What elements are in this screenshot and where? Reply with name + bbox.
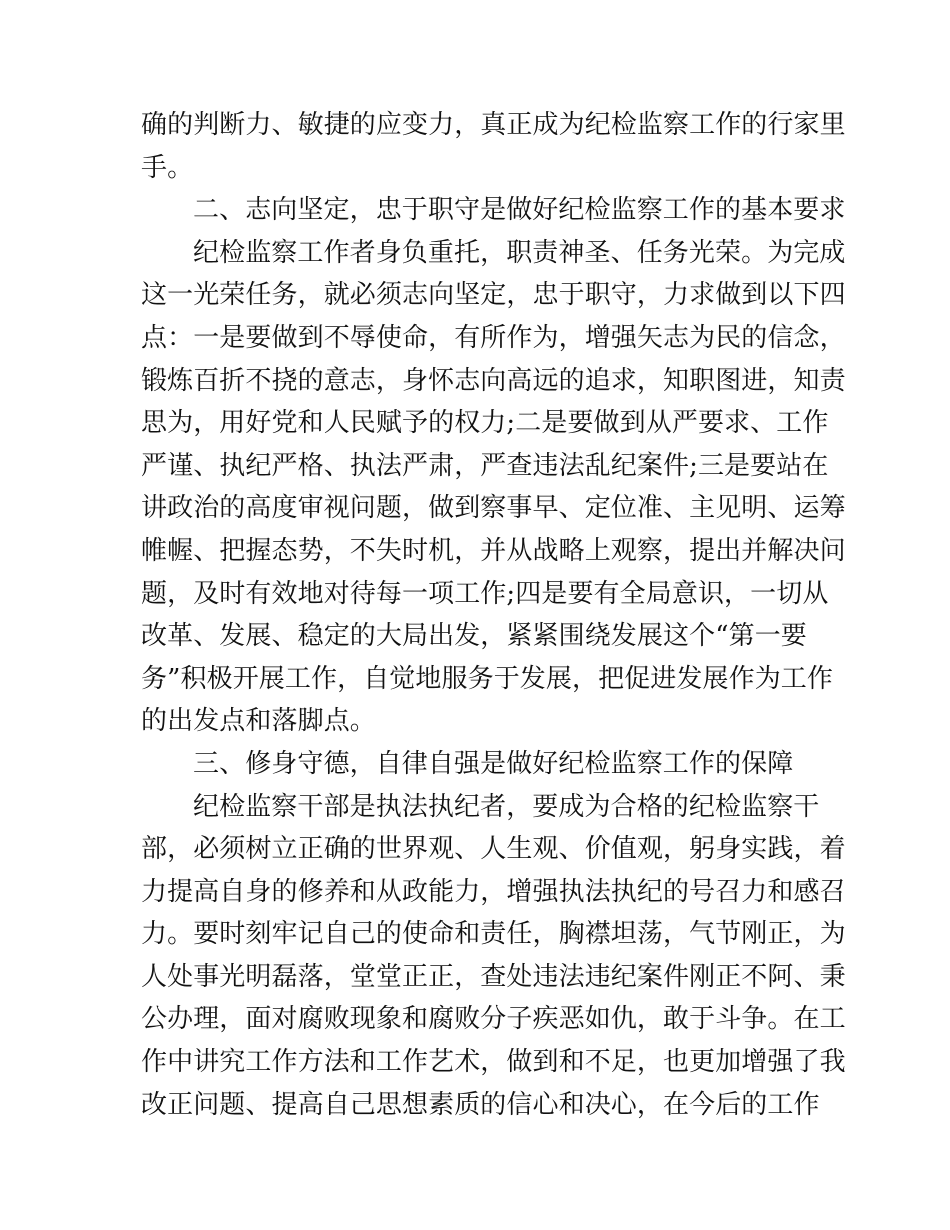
text-line: 帷幄、把握态势，不失时机，并从战略上观察，提出并解决问: [141, 535, 846, 566]
text-line: 部，必须树立正确的世界观、人生观、价值观，躬身实践，着: [141, 834, 846, 865]
paragraph-start-line: 二、志向坚定，忠于职守是做好纪检监察工作的基本要求: [193, 195, 846, 226]
paragraph-start-line: 纪检监察干部是执法执纪者，要成为合格的纪检监察干: [193, 791, 820, 822]
paragraph-start-line: 三、修身守德，自律自强是做好纪检监察工作的保障: [193, 748, 794, 779]
text-line: 确的判断力、敏捷的应变力，真正成为纪检监察工作的行家里: [141, 110, 846, 140]
text-line: 讲政治的高度审视问题，做到察事早、定位准、主见明、运筹: [141, 493, 846, 524]
text-line: 作中讲究工作方法和工作艺术，做到和不足，也更加增强了我: [141, 1047, 846, 1078]
text-line: 力提高自身的修养和从政能力，增强执法执纪的号召力和感召: [141, 876, 846, 907]
text-line: 人处事光明磊落，堂堂正正，查处违法违纪案件刚正不阿、秉: [141, 961, 846, 992]
text-line: 严谨、执纪严格、执法严肃，严查违法乱纪案件;三是要站在: [141, 450, 829, 481]
text-line: 手。: [141, 152, 194, 183]
text-line: 改革、发展、稳定的大局出发，紧紧围绕发展这个“第一要: [141, 621, 807, 652]
body-text: [141, 104, 846, 1126]
text-line: 点：一是要做到不辱使命，有所作为，增强矢志为民的信念，: [141, 322, 846, 353]
text-line: 这一光荣任务，就必须志向坚定，忠于职守，力求做到以下四: [141, 280, 846, 311]
paragraph-start-line: 纪检监察工作者身负重托，职责神圣、任务光荣。为完成: [193, 237, 846, 268]
text-line: 力。要时刻牢记自己的使命和责任，胸襟坦荡，气节刚正，为: [141, 919, 846, 950]
text-line: 的出发点和落脚点。: [141, 706, 376, 737]
text-line: 公办理，面对腐败现象和腐败分子疾恶如仇，敢于斗争。在工: [141, 1004, 846, 1035]
text-line: 锻炼百折不挠的意志，身怀志向高远的追求，知职图进，知责: [141, 365, 846, 396]
text-line: 改正问题、提高自己思想素质的信心和决心，在今后的工作: [141, 1089, 820, 1120]
text-line: 务”积极开展工作，自觉地服务于发展，把促进发展作为工作: [141, 663, 833, 694]
text-line: 思为，用好党和人民赋予的权力;二是要做到从严要求、工作: [141, 408, 829, 439]
text-line: 题，及时有效地对待每一项工作;四是要有全局意识，一切从: [141, 578, 829, 609]
